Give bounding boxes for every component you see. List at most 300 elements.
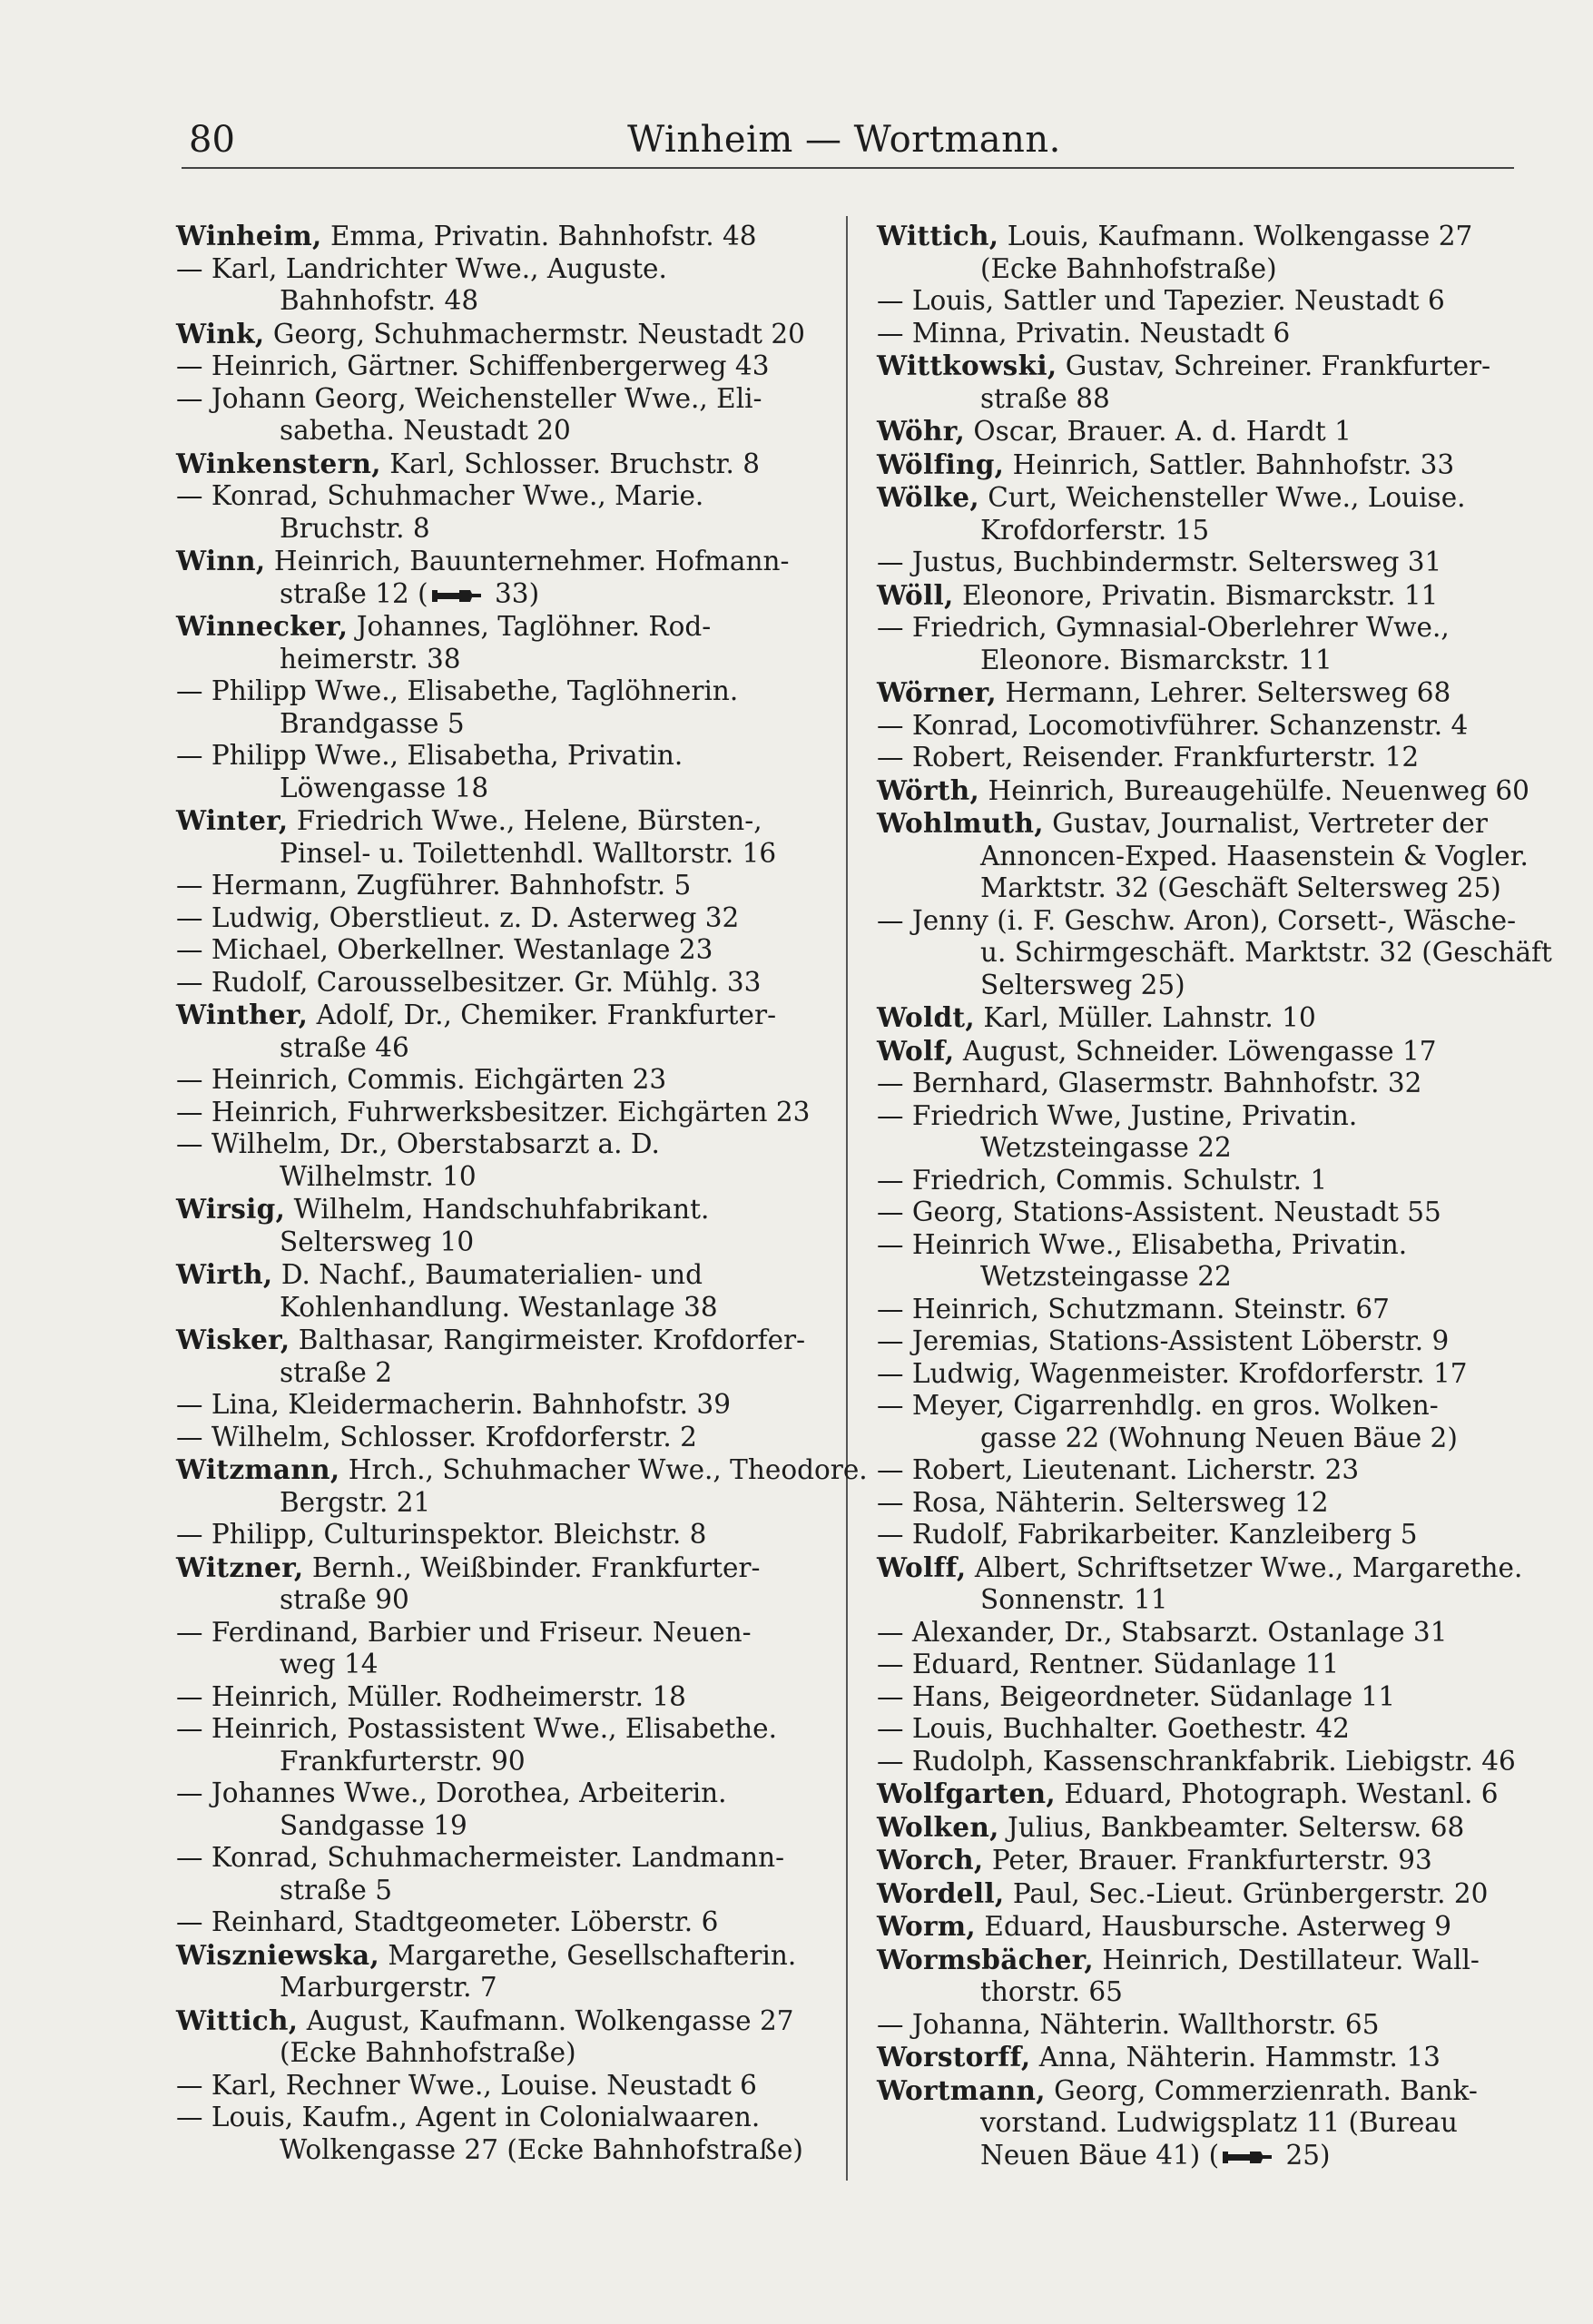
entry-text: Wetzsteingasse 22	[980, 1261, 1232, 1292]
surname: Wormsbächer,	[877, 1943, 1094, 1975]
directory-entry	[877, 710, 1512, 743]
directory-entry	[176, 934, 819, 967]
entry-continuation-line	[877, 515, 1512, 547]
entry-continuation-line	[176, 1032, 819, 1065]
directory-entry	[176, 220, 819, 253]
entry-first-line	[877, 1777, 1512, 1811]
entry-text: straße 5	[280, 1874, 392, 1905]
entry-first-line	[877, 1454, 1512, 1487]
surname: Wirth,	[176, 1258, 273, 1290]
entry-text: — Philipp Wwe., Elisabetha, Privatin.	[176, 740, 683, 771]
entry-text: Wilhelm, Handschuhfabrikant.	[293, 1194, 710, 1225]
directory-entry	[877, 220, 1512, 285]
entry-first-line	[176, 1453, 868, 1487]
entry-first-line	[877, 1745, 1516, 1778]
directory-entry	[176, 1842, 819, 1906]
telephone-hand-icon	[432, 586, 483, 606]
entry-text: Krofdorferstr. 15	[980, 514, 1210, 546]
entry-text: Georg, Schuhmachermstr. Neustadt 20	[272, 318, 805, 350]
entry-text: Bruchstr. 8	[280, 512, 430, 544]
entry-text: Anna, Nähterin. Hammstr. 13	[1038, 2042, 1441, 2073]
entry-text: — Ludwig, Oberstlieut. z. D. Asterweg 32	[176, 901, 740, 933]
directory-entry	[877, 1325, 1512, 1358]
entry-text: Balthasar, Rangirmeister. Krofdorfer-	[298, 1324, 806, 1355]
entry-text: Seltersweg 25)	[980, 969, 1185, 1000]
entry-text: Emma, Privatin. Bahnhofstr. 48	[329, 221, 757, 251]
entry-first-line	[176, 1906, 819, 1939]
directory-entry	[877, 612, 1512, 676]
entry-continuation-line	[176, 1226, 819, 1259]
entry-text: straße 46	[280, 1031, 409, 1063]
directory-entry	[176, 2102, 819, 2166]
surname: Winnecker,	[176, 610, 349, 642]
entry-text: Wilhelmstr. 10	[280, 1160, 477, 1192]
entry-text: vorstand. Ludwigsplatz 11 (Bureau	[980, 2107, 1458, 2138]
entry-text: — Philipp Wwe., Elisabethe, Taglöhnerin.	[176, 675, 739, 706]
directory-entry	[877, 1358, 1512, 1391]
directory-entry	[877, 1001, 1512, 1035]
directory-entry	[176, 383, 819, 448]
entry-text: Paul, Sec.-Lieut. Grünbergerstr. 20	[1012, 1877, 1489, 1909]
entry-first-line	[176, 545, 819, 578]
entry-first-line	[877, 579, 1512, 613]
entry-text: straße 12 ( 33)	[280, 577, 540, 609]
entry-continuation-line	[877, 253, 1512, 286]
entry-first-line	[176, 1324, 819, 1357]
entry-text: Adolf, Dr., Chemiker. Frankfurter-	[316, 1000, 777, 1030]
directory-entry	[176, 804, 819, 870]
surname: Wölke,	[877, 481, 979, 513]
entry-first-line	[176, 480, 819, 513]
entry-continuation-line	[877, 2140, 1512, 2172]
entry-first-line	[877, 1068, 1512, 1100]
surname: Wisker,	[176, 1324, 290, 1355]
directory-entry	[176, 1258, 819, 1324]
entry-text: — Heinrich, Schutzmann. Steinstr. 67	[877, 1293, 1390, 1324]
entry-text: — Heinrich Wwe., Elisabetha, Privatin.	[877, 1228, 1408, 1260]
directory-entry	[176, 2004, 819, 2070]
entry-continuation-line	[176, 1357, 819, 1390]
right-column	[877, 220, 1552, 2171]
entry-first-line	[877, 1487, 1512, 1520]
directory-entry	[877, 1487, 1512, 1520]
entry-text: weg 14	[280, 1649, 379, 1679]
entry-first-line	[176, 1128, 819, 1161]
surname: Wittkowski,	[877, 350, 1057, 381]
entry-continuation-line	[176, 1810, 819, 1843]
entry-first-line	[176, 1681, 819, 1714]
entry-first-line	[176, 610, 819, 644]
directory-entry	[877, 1910, 1512, 1944]
entry-text: Wetzsteingasse 22	[980, 1132, 1232, 1163]
entry-continuation-line	[176, 1875, 819, 1907]
directory-entry	[176, 1389, 819, 1422]
entry-continuation-line	[176, 708, 819, 741]
entry-text: Eleonore, Privatin. Bismarckstr. 11	[961, 579, 1439, 611]
entry-first-line	[877, 1877, 1512, 1911]
entry-first-line	[176, 675, 819, 708]
entry-text: Sonnenstr. 11	[980, 1584, 1168, 1615]
directory-entry	[877, 1454, 1512, 1487]
entry-first-line	[877, 1910, 1512, 1944]
surname: Wortmann,	[877, 2073, 1046, 2106]
surname: Worstorff,	[877, 2041, 1031, 2073]
entry-first-line	[877, 2074, 1512, 2108]
directory-entry	[176, 1777, 819, 1842]
entry-first-line	[877, 1294, 1512, 1326]
directory-entry	[176, 1906, 819, 1939]
directory-entry	[176, 999, 819, 1064]
entry-text: — Ferdinand, Barbier und Friseur. Neuen-	[176, 1616, 752, 1648]
entry-text: D. Nachf., Baumaterialien- und	[280, 1259, 703, 1290]
directory-entry	[877, 1294, 1512, 1326]
entry-text: straße 88	[980, 382, 1110, 414]
directory-entry	[176, 448, 819, 481]
entry-text: Bernh., Weißbinder. Frankfurter-	[311, 1551, 761, 1583]
entry-text: — Robert, Reisender. Frankfurterstr. 12	[877, 742, 1420, 773]
surname: Winter,	[176, 804, 289, 836]
directory-entry	[877, 1844, 1512, 1877]
entry-text: — Justus, Buchbindermstr. Seltersweg 31	[877, 547, 1442, 577]
entry-text: — Jeremias, Stations-Assistent Löberstr. 9	[877, 1325, 1450, 1356]
entry-first-line	[176, 1713, 819, 1746]
surname: Wirsig,	[176, 1193, 286, 1225]
directory-entry	[877, 318, 1512, 350]
entry-continuation-line	[877, 970, 1512, 1002]
directory-entry	[877, 1944, 1512, 2009]
entry-text: gasse 22 (Wohnung Neuen Bäue 2)	[980, 1422, 1458, 1453]
entry-text: straße 2	[280, 1356, 392, 1388]
entry-first-line	[176, 448, 819, 481]
entry-first-line	[877, 1165, 1512, 1197]
entry-text: — Rudolph, Kassenschrankfabrik. Liebigstr. 46	[877, 1745, 1516, 1777]
entry-text: Seltersweg 10	[280, 1226, 475, 1257]
entry-first-line	[176, 999, 819, 1032]
entry-text: — Louis, Kaufm., Agent in Colonialwaaren.	[176, 2102, 761, 2132]
entry-text: Kohlenhandlung. Westanlage 38	[280, 1291, 718, 1323]
entry-text: — Heinrich, Gärtner. Schiffenbergerweg 43	[176, 350, 770, 381]
entry-first-line	[877, 547, 1512, 579]
entry-text: Frankfurterstr. 90	[280, 1745, 526, 1777]
entry-first-line	[877, 1519, 1512, 1551]
surname: Wöll,	[877, 578, 954, 611]
entry-text: — Friedrich, Commis. Schulstr. 1	[877, 1164, 1328, 1196]
surname: Winn,	[176, 545, 266, 576]
entry-text: (Ecke Bahnhofstraße)	[280, 2037, 576, 2068]
entry-text: — Louis, Buchhalter. Goethestr. 42	[877, 1713, 1350, 1744]
entry-text: — Johann Georg, Weichensteller Wwe., Eli-	[176, 382, 762, 414]
entry-first-line	[877, 1100, 1512, 1133]
entry-continuation-line	[176, 1746, 819, 1778]
entry-first-line	[877, 773, 1529, 808]
entry-first-line	[877, 415, 1512, 448]
surname: Wolfgarten,	[877, 1777, 1056, 1809]
entry-first-line	[176, 1519, 819, 1551]
surname: Wolf,	[877, 1034, 955, 1067]
entry-text: — Rudolf, Fabrikarbeiter. Kanzleiberg 5	[877, 1519, 1418, 1550]
entry-text: Neuen Bäue 41) ( 25)	[980, 2139, 1331, 2171]
directory-entry	[877, 1035, 1512, 1068]
entry-first-line	[176, 253, 819, 286]
entry-text: sabetha. Neustadt 20	[280, 415, 571, 446]
directory-entry	[176, 1097, 819, 1129]
entry-first-line	[877, 1649, 1512, 1681]
entry-text: Wolkengasse 27 (Ecke Bahnhofstraße)	[280, 2133, 803, 2165]
entry-first-line	[176, 2004, 819, 2038]
entry-first-line	[176, 2102, 819, 2134]
directory-entry	[877, 1811, 1512, 1845]
directory-entry	[877, 807, 1529, 905]
entry-text: — Heinrich, Fuhrwerksbesitzer. Eichgärten 23	[176, 1096, 811, 1128]
entry-text: — Michael, Oberkellner. Westanlage 23	[176, 934, 713, 965]
entry-first-line	[176, 350, 819, 383]
entry-first-line	[176, 1064, 819, 1097]
surname: Winkenstern,	[176, 447, 381, 479]
entry-text: Curt, Weichensteller Wwe., Louise.	[988, 482, 1466, 513]
entry-text: Hrch., Schuhmacher Wwe., Theodore.	[348, 1454, 868, 1485]
directory-entry	[176, 610, 819, 675]
entry-text: Eleonore. Bismarckstr. 11	[980, 644, 1332, 675]
entry-text: — Friedrich, Gymnasial-Oberlehrer Wwe.,	[877, 612, 1450, 643]
entry-first-line	[877, 904, 1517, 938]
telephone-hand-icon	[1223, 2147, 1273, 2167]
entry-first-line	[176, 383, 819, 416]
entry-first-line	[877, 1617, 1512, 1649]
surname: Wölfing,	[877, 448, 1005, 480]
entry-text: — Alexander, Dr., Stabsarzt. Ostanlage 31	[877, 1616, 1448, 1648]
directory-entry	[877, 1617, 1512, 1649]
entry-text: — Karl, Rechner Wwe., Louise. Neustadt 6	[176, 2069, 757, 2101]
entry-continuation-line	[877, 872, 1512, 905]
entry-first-line	[877, 742, 1512, 774]
directory-entry	[176, 1453, 868, 1519]
entry-first-line	[176, 1939, 819, 1973]
entry-continuation-line	[877, 1976, 1512, 2009]
entry-text: Annoncen-Exped. Haasenstein & Vogler.	[980, 840, 1529, 872]
entry-continuation-line	[176, 578, 819, 611]
directory-entry	[877, 1649, 1512, 1681]
entry-text: heimerstr. 38	[280, 643, 461, 675]
entry-text: — Johanna, Nähterin. Wallthorstr. 65	[877, 2008, 1380, 2040]
entry-text: Heinrich, Bureaugehülfe. Neuenweg 60	[988, 774, 1529, 806]
directory-entry	[877, 2041, 1512, 2074]
entry-first-line	[877, 2009, 1512, 2042]
directory-entry	[877, 2009, 1512, 2042]
entry-text: (Ecke Bahnhofstraße)	[980, 252, 1277, 284]
entry-text: — Konrad, Schuhmacher Wwe., Marie.	[176, 480, 704, 511]
entry-first-line	[877, 1844, 1512, 1877]
entry-first-line	[877, 2041, 1512, 2074]
surname: Worm,	[877, 1910, 976, 1942]
surname: Wink,	[176, 317, 265, 350]
surname: Wolff,	[877, 1551, 967, 1583]
surname: Witzner,	[176, 1551, 304, 1583]
entry-text: Sandgasse 19	[280, 1809, 467, 1841]
entry-continuation-line	[877, 840, 1529, 873]
directory-entry	[877, 676, 1512, 710]
entry-continuation-line	[176, 1161, 819, 1194]
entry-first-line	[877, 1390, 1512, 1423]
directory-entry	[877, 1777, 1512, 1811]
directory-entry	[877, 415, 1512, 448]
entry-first-line	[176, 902, 819, 935]
directory-entry	[176, 1324, 819, 1389]
directory-entry	[176, 902, 819, 935]
directory-entry	[176, 253, 819, 318]
entry-first-line	[176, 804, 819, 838]
entry-first-line	[176, 1097, 819, 1129]
entry-first-line	[877, 807, 1512, 841]
entry-text: Peter, Brauer. Frankfurterstr. 93	[991, 1845, 1432, 1876]
directory-entry	[877, 579, 1512, 613]
entry-text: — Johannes Wwe., Dorothea, Arbeiterin.	[176, 1777, 727, 1808]
directory-entry	[877, 1196, 1512, 1229]
entry-text: thorstr. 65	[980, 1976, 1123, 2007]
entry-text: Margarethe, Gesellschafterin.	[388, 1939, 797, 1971]
entry-continuation-line	[176, 1292, 819, 1324]
entry-first-line	[877, 448, 1512, 482]
entry-text: Marktstr. 32 (Geschäft Seltersweg 25)	[980, 872, 1501, 903]
entry-text: Georg, Commerzienrath. Bank-	[1054, 2074, 1478, 2106]
directory-entry	[176, 1519, 819, 1551]
entry-continuation-line	[176, 2037, 819, 2070]
surname: Wörner,	[877, 676, 997, 708]
directory-entry	[877, 547, 1512, 579]
entry-first-line	[176, 870, 819, 902]
directory-entry	[176, 1713, 819, 1777]
entry-text: — Heinrich, Postassistent Wwe., Elisabethe.	[176, 1713, 778, 1744]
entry-text: — Rosa, Nähterin. Seltersweg 12	[877, 1486, 1329, 1518]
entry-text: Bergstr. 21	[280, 1486, 431, 1518]
entry-first-line	[176, 934, 819, 967]
entry-text: Hermann, Lehrer. Seltersweg 68	[1005, 677, 1451, 708]
entry-first-line	[176, 1842, 819, 1875]
entry-text: August, Kaufmann. Wolkengasse 27	[306, 2004, 794, 2036]
entry-text: — Friedrich Wwe, Justine, Privatin.	[877, 1099, 1358, 1131]
entry-text: u. Schirmgeschäft. Marktstr. 32 (Geschäft	[980, 937, 1552, 968]
directory-entry	[176, 1193, 819, 1258]
entry-continuation-line	[176, 2134, 819, 2167]
entry-first-line	[176, 1422, 819, 1454]
directory-entry	[877, 350, 1512, 415]
directory-entry	[877, 1877, 1512, 1911]
entry-text: Heinrich, Bauunternehmer. Hofmann-	[273, 546, 790, 576]
entry-text: Heinrich, Destillateur. Wall-	[1102, 1944, 1480, 1975]
surname: Winheim,	[176, 220, 322, 251]
surname: Wöhr,	[877, 415, 966, 447]
directory-entry	[877, 1229, 1512, 1294]
entry-text: Pinsel- u. Toilettenhdl. Walltorstr. 16	[280, 837, 777, 869]
surname: Wiszniewska,	[176, 1938, 380, 1971]
entry-text: straße 90	[280, 1584, 409, 1615]
entry-text: — Hermann, Zugführer. Bahnhofstr. 5	[176, 870, 692, 901]
directory-entry	[176, 480, 819, 545]
surname: Worch,	[877, 1844, 984, 1876]
directory-entry	[176, 1128, 819, 1193]
entry-first-line	[877, 676, 1512, 710]
entry-continuation-line	[877, 2107, 1512, 2140]
entry-text: — Jenny (i. F. Geschw. Aron), Corsett-, Wäsche-	[877, 904, 1517, 936]
entry-first-line	[176, 1193, 819, 1226]
entry-first-line	[877, 710, 1512, 743]
entry-continuation-line	[176, 285, 819, 318]
entry-text: Bahnhofstr. 48	[280, 285, 479, 316]
entry-text: Karl, Müller. Lahnstr. 10	[983, 1002, 1316, 1033]
directory-entry	[877, 1551, 1523, 1617]
directory-entry	[176, 1551, 819, 1617]
directory-entry	[176, 740, 819, 804]
entry-continuation-line	[176, 415, 819, 448]
surname: Wittich,	[877, 220, 999, 251]
page-header	[182, 116, 1507, 172]
entry-text: — Minna, Privatin. Neustadt 6	[877, 317, 1291, 349]
column-divider	[846, 216, 848, 2181]
entry-first-line	[877, 350, 1512, 383]
entry-first-line	[877, 481, 1512, 515]
directory-entry	[176, 1681, 819, 1714]
entry-continuation-line	[877, 1423, 1512, 1455]
directory-entry	[877, 1165, 1512, 1197]
directory-entry	[877, 773, 1529, 808]
surname: Witzmann,	[176, 1453, 340, 1485]
directory-entry	[877, 1519, 1512, 1551]
entry-first-line	[877, 612, 1512, 645]
header-rule	[182, 167, 1514, 169]
entry-continuation-line	[877, 937, 1552, 970]
entry-first-line	[877, 285, 1512, 318]
directory-entry	[877, 1068, 1512, 1100]
entry-text: — Wilhelm, Dr., Oberstabsarzt a. D.	[176, 1128, 660, 1159]
directory-entry	[176, 1939, 819, 2004]
entry-text: Heinrich, Sattler. Bahnhofstr. 33	[1012, 448, 1455, 480]
entry-text: Julius, Bankbeamter. Seltersw. 68	[1008, 1811, 1465, 1843]
entry-text: — Karl, Landrichter Wwe., Auguste.	[176, 252, 667, 284]
entry-first-line	[176, 1777, 819, 1810]
entry-text: — Hans, Beigeordneter. Südanlage 11	[877, 1680, 1396, 1712]
entry-text: Brandgasse 5	[280, 707, 465, 739]
entry-continuation-line	[877, 1132, 1512, 1165]
entry-first-line	[176, 967, 819, 1000]
entry-first-line	[176, 2070, 819, 2102]
entry-text: Louis, Kaufmann. Wolkengasse 27	[1007, 221, 1473, 251]
entry-text: — Konrad, Schuhmachermeister. Landmann-	[176, 1842, 785, 1873]
entry-first-line	[176, 1389, 819, 1422]
directory-entry	[877, 481, 1512, 547]
entry-text: — Robert, Lieutenant. Licherstr. 23	[877, 1454, 1360, 1485]
entry-text: Karl, Schlosser. Bruchstr. 8	[389, 448, 761, 479]
entry-text: — Georg, Stations-Assistent. Neustadt 55	[877, 1196, 1441, 1227]
directory-entry	[877, 2074, 1512, 2172]
surname: Winther,	[176, 999, 309, 1030]
entry-continuation-line	[176, 644, 819, 676]
page-number: 80	[189, 119, 235, 161]
entry-text: August, Schneider. Löwengasse 17	[962, 1035, 1437, 1067]
entry-text: Marburgerstr. 7	[280, 1972, 497, 2003]
entry-text: — Konrad, Locomotivführer. Schanzenstr. 4	[877, 709, 1469, 741]
directory-entry	[877, 904, 1552, 1002]
entry-first-line	[877, 318, 1512, 350]
directory-entry	[176, 2070, 819, 2102]
entry-first-line	[176, 1617, 819, 1649]
surname: Wohlmuth,	[877, 807, 1044, 839]
entry-first-line	[176, 220, 819, 253]
directory-entry	[176, 1422, 819, 1454]
directory-entry	[176, 545, 819, 610]
surname: Wordell,	[877, 1876, 1005, 1909]
entry-continuation-line	[877, 383, 1512, 416]
entry-text: Eduard, Hausbursche. Asterweg 9	[984, 1911, 1451, 1942]
directory-entry	[877, 1100, 1512, 1165]
